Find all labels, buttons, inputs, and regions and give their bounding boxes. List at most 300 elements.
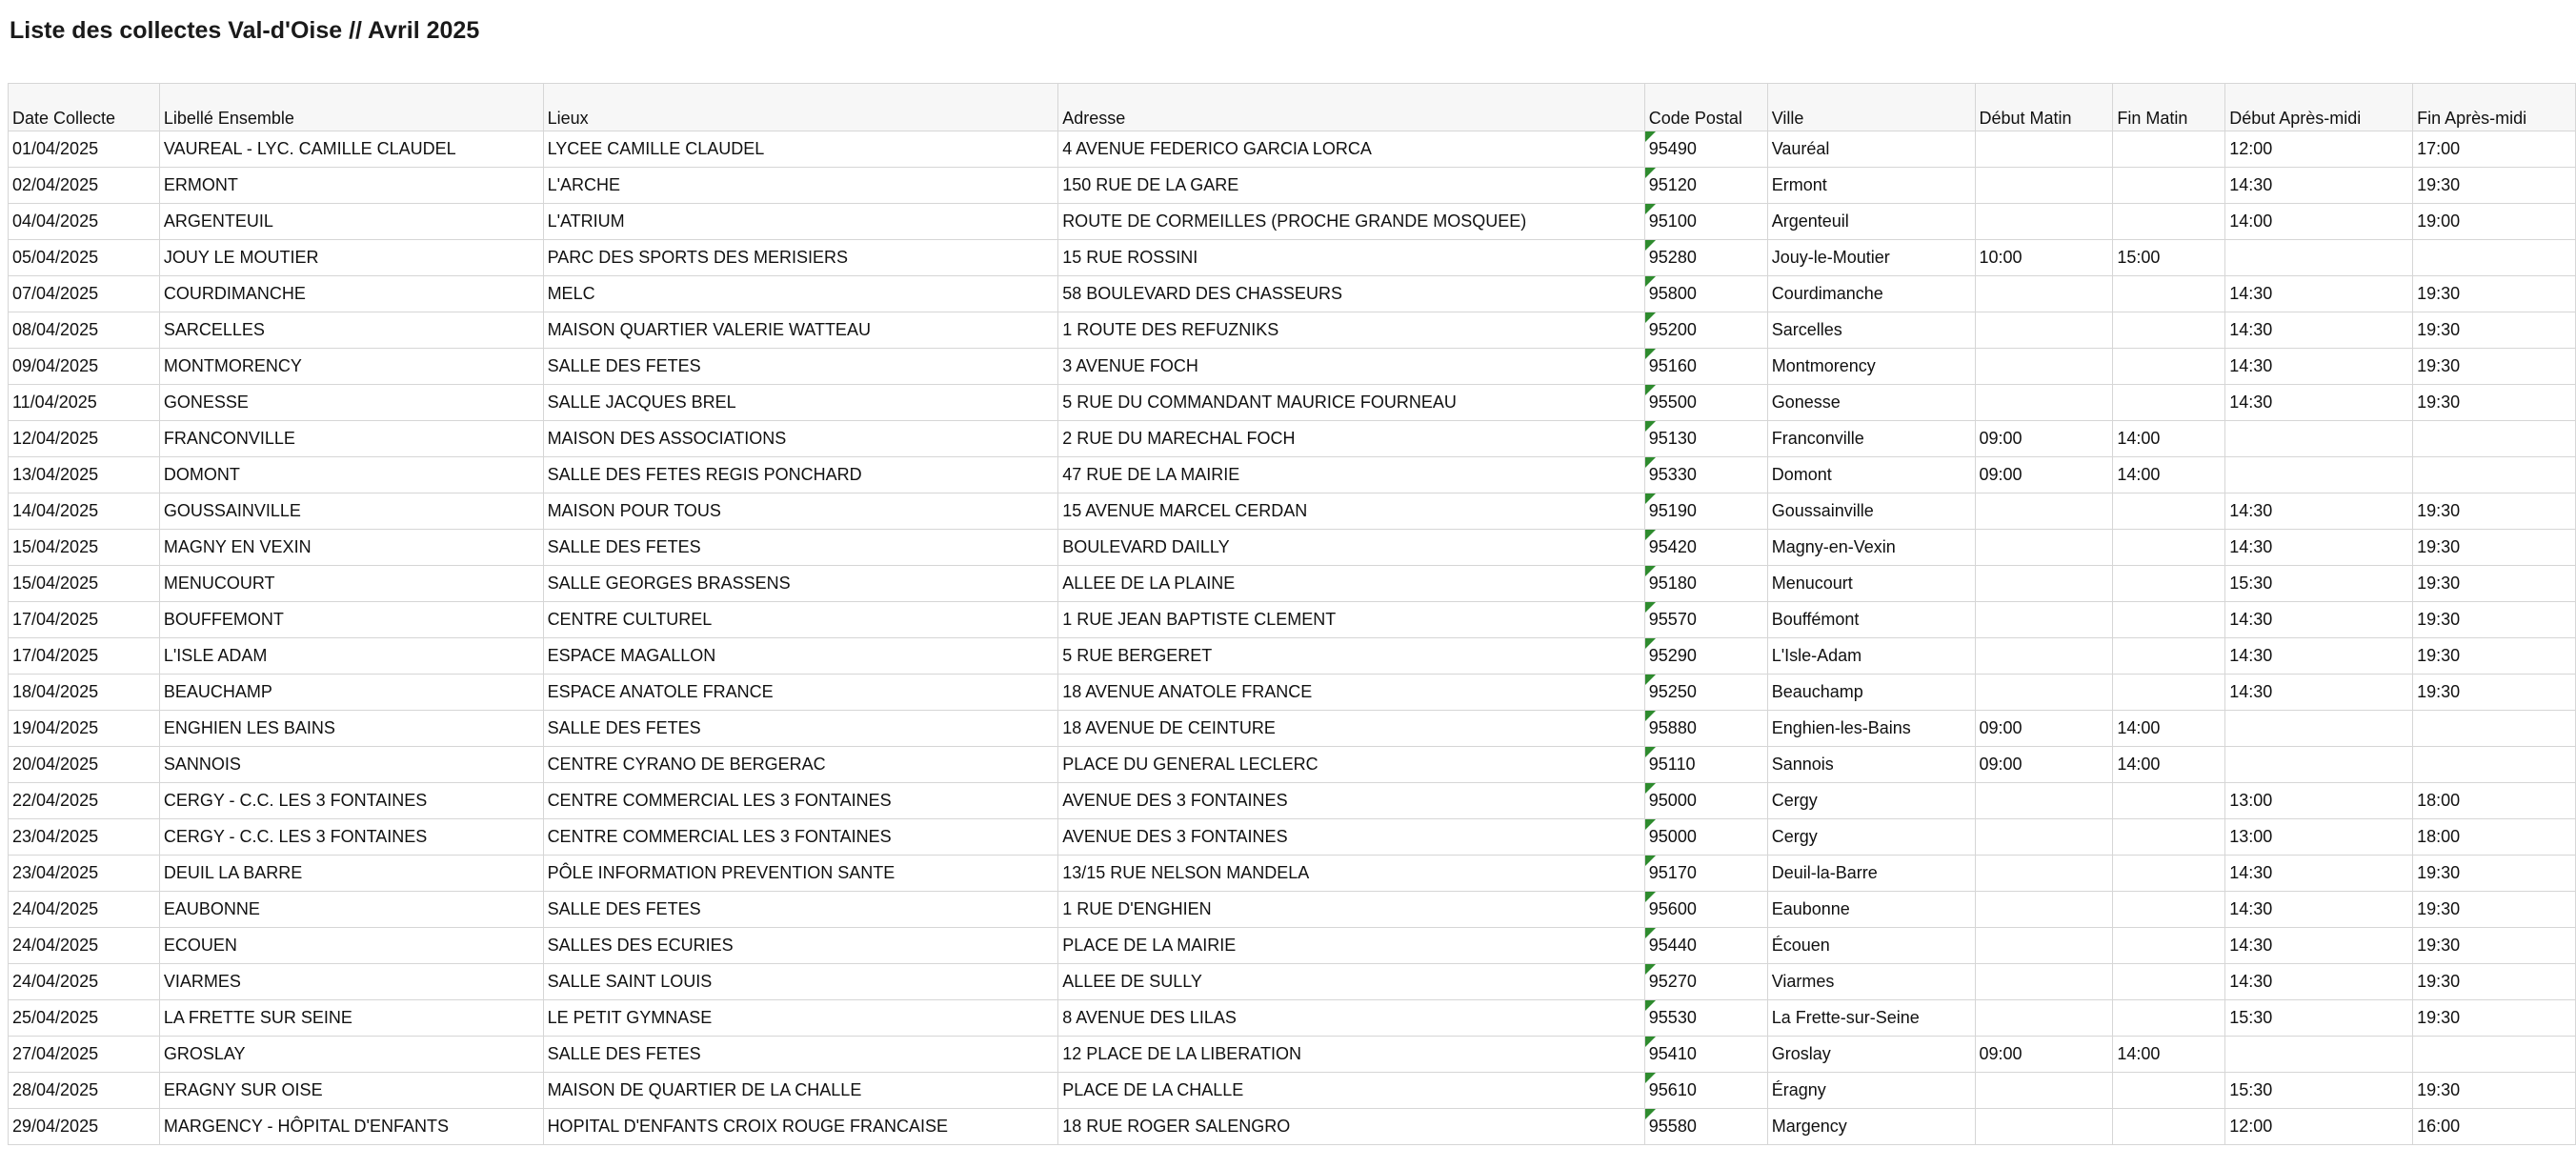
cell-debut-matin [1975, 276, 2113, 312]
cell-fin-matin [2113, 856, 2225, 892]
column-header-ville: Ville [1767, 84, 1975, 131]
cell-date: 05/04/2025 [9, 240, 160, 276]
cell-debut-matin [1975, 385, 2113, 421]
column-header-date: Date Collecte [9, 84, 160, 131]
table-row [9, 457, 2576, 493]
cell-adresse: 150 RUE DE LA GARE [1058, 168, 1645, 204]
cell-code-postal: 95530 [1644, 1000, 1767, 1037]
cell-code-postal: 95000 [1644, 783, 1767, 819]
cell-date: 15/04/2025 [9, 566, 160, 602]
cell-code-postal: 95410 [1644, 1037, 1767, 1073]
table-row [9, 675, 2576, 711]
cell-date: 24/04/2025 [9, 928, 160, 964]
cell-debut-matin [1975, 204, 2113, 240]
cell-ville: La Frette-sur-Seine [1767, 1000, 1975, 1037]
cell-debut-matin [1975, 675, 2113, 711]
cell-lieux: SALLE DES FETES [543, 349, 1058, 385]
cell-debut-matin [1975, 892, 2113, 928]
cell-libelle: MENUCOURT [159, 566, 543, 602]
cell-debut-matin: 09:00 [1975, 747, 2113, 783]
cell-libelle: JOUY LE MOUTIER [159, 240, 543, 276]
cell-adresse: 47 RUE DE LA MAIRIE [1058, 457, 1645, 493]
cell-code-postal: 95290 [1644, 638, 1767, 675]
cell-debut-apres-midi: 13:00 [2225, 783, 2413, 819]
cell-debut-matin [1975, 819, 2113, 856]
table-row [9, 1073, 2576, 1109]
cell-ville: Enghien-les-Bains [1767, 711, 1975, 747]
cell-debut-matin [1975, 1000, 2113, 1037]
cell-code-postal: 95160 [1644, 349, 1767, 385]
cell-lieux: SALLE SAINT LOUIS [543, 964, 1058, 1000]
cell-ville: Montmorency [1767, 349, 1975, 385]
cell-lieux: ESPACE ANATOLE FRANCE [543, 675, 1058, 711]
cell-debut-apres-midi: 14:30 [2225, 638, 2413, 675]
cell-debut-apres-midi: 14:00 [2225, 204, 2413, 240]
cell-date: 24/04/2025 [9, 964, 160, 1000]
cell-debut-apres-midi: 12:00 [2225, 1109, 2413, 1145]
cell-date: 09/04/2025 [9, 349, 160, 385]
table-row [9, 856, 2576, 892]
cell-fin-apres-midi [2413, 711, 2576, 747]
cell-adresse: 2 RUE DU MARECHAL FOCH [1058, 421, 1645, 457]
cell-libelle: BOUFFEMONT [159, 602, 543, 638]
cell-fin-matin [2113, 493, 2225, 530]
cell-adresse: 3 AVENUE FOCH [1058, 349, 1645, 385]
table-row [9, 928, 2576, 964]
cell-date: 25/04/2025 [9, 1000, 160, 1037]
cell-debut-apres-midi: 14:30 [2225, 856, 2413, 892]
cell-ville: Cergy [1767, 819, 1975, 856]
cell-adresse: ROUTE DE CORMEILLES (PROCHE GRANDE MOSQUEE) [1058, 204, 1645, 240]
cell-lieux: PÔLE INFORMATION PREVENTION SANTE [543, 856, 1058, 892]
cell-debut-apres-midi [2225, 457, 2413, 493]
cell-debut-matin: 09:00 [1975, 1037, 2113, 1073]
cell-libelle: COURDIMANCHE [159, 276, 543, 312]
cell-fin-apres-midi: 19:30 [2413, 602, 2576, 638]
cell-libelle: CERGY - C.C. LES 3 FONTAINES [159, 819, 543, 856]
cell-debut-apres-midi [2225, 711, 2413, 747]
cell-lieux: SALLES DES ECURIES [543, 928, 1058, 964]
cell-libelle: BEAUCHAMP [159, 675, 543, 711]
cell-fin-apres-midi: 19:30 [2413, 385, 2576, 421]
cell-date: 08/04/2025 [9, 312, 160, 349]
cell-fin-matin [2113, 602, 2225, 638]
cell-ville: Goussainville [1767, 493, 1975, 530]
cell-ville: Courdimanche [1767, 276, 1975, 312]
cell-fin-matin: 14:00 [2113, 457, 2225, 493]
cell-libelle: DEUIL LA BARRE [159, 856, 543, 892]
cell-debut-apres-midi [2225, 747, 2413, 783]
cell-fin-matin [2113, 783, 2225, 819]
cell-ville: Ermont [1767, 168, 1975, 204]
cell-code-postal: 95440 [1644, 928, 1767, 964]
cell-fin-apres-midi: 19:30 [2413, 892, 2576, 928]
cell-fin-apres-midi: 19:30 [2413, 276, 2576, 312]
table-row [9, 1037, 2576, 1073]
table-row [9, 421, 2576, 457]
cell-fin-matin [2113, 349, 2225, 385]
cell-code-postal: 95420 [1644, 530, 1767, 566]
cell-adresse: 18 AVENUE DE CEINTURE [1058, 711, 1645, 747]
cell-ville: Sannois [1767, 747, 1975, 783]
cell-code-postal: 95190 [1644, 493, 1767, 530]
cell-date: 13/04/2025 [9, 457, 160, 493]
cell-ville: Bouffémont [1767, 602, 1975, 638]
cell-date: 19/04/2025 [9, 711, 160, 747]
cell-libelle: ERAGNY SUR OISE [159, 1073, 543, 1109]
cell-lieux: CENTRE CULTUREL [543, 602, 1058, 638]
cell-ville: Cergy [1767, 783, 1975, 819]
cell-ville: Franconville [1767, 421, 1975, 457]
table-row [9, 602, 2576, 638]
cell-ville: Beauchamp [1767, 675, 1975, 711]
cell-ville: Domont [1767, 457, 1975, 493]
cell-fin-apres-midi: 19:30 [2413, 638, 2576, 675]
cell-fin-matin: 15:00 [2113, 240, 2225, 276]
cell-lieux: SALLE JACQUES BREL [543, 385, 1058, 421]
cell-fin-matin [2113, 312, 2225, 349]
table-row [9, 493, 2576, 530]
cell-debut-matin [1975, 602, 2113, 638]
cell-date: 07/04/2025 [9, 276, 160, 312]
cell-debut-apres-midi: 14:30 [2225, 276, 2413, 312]
cell-debut-matin [1975, 493, 2113, 530]
cell-libelle: GONESSE [159, 385, 543, 421]
cell-libelle: SARCELLES [159, 312, 543, 349]
cell-fin-matin [2113, 819, 2225, 856]
cell-adresse: 15 AVENUE MARCEL CERDAN [1058, 493, 1645, 530]
cell-lieux: MAISON POUR TOUS [543, 493, 1058, 530]
cell-fin-apres-midi: 17:00 [2413, 131, 2576, 168]
table-row [9, 1109, 2576, 1145]
cell-code-postal: 95500 [1644, 385, 1767, 421]
cell-code-postal: 95120 [1644, 168, 1767, 204]
column-header-fin-apres-midi: Fin Après-midi [2413, 84, 2576, 131]
cell-date: 28/04/2025 [9, 1073, 160, 1109]
cell-fin-apres-midi: 19:30 [2413, 349, 2576, 385]
cell-debut-matin: 09:00 [1975, 457, 2113, 493]
cell-debut-apres-midi: 15:30 [2225, 566, 2413, 602]
cell-lieux: SALLE GEORGES BRASSENS [543, 566, 1058, 602]
cell-ville: Viarmes [1767, 964, 1975, 1000]
cell-adresse: 5 RUE DU COMMANDANT MAURICE FOURNEAU [1058, 385, 1645, 421]
page-title: Liste des collectes Val-d'Oise // Avril 2025 [10, 17, 480, 44]
cell-ville: Argenteuil [1767, 204, 1975, 240]
table-row [9, 747, 2576, 783]
cell-libelle: ERMONT [159, 168, 543, 204]
table-row [9, 783, 2576, 819]
cell-fin-apres-midi: 18:00 [2413, 783, 2576, 819]
cell-code-postal: 95610 [1644, 1073, 1767, 1109]
cell-fin-matin [2113, 675, 2225, 711]
cell-date: 04/04/2025 [9, 204, 160, 240]
table-row [9, 566, 2576, 602]
cell-date: 20/04/2025 [9, 747, 160, 783]
cell-ville: Vauréal [1767, 131, 1975, 168]
cell-debut-apres-midi: 14:30 [2225, 493, 2413, 530]
cell-fin-apres-midi: 19:30 [2413, 675, 2576, 711]
column-header-debut-matin: Début Matin [1975, 84, 2113, 131]
cell-fin-matin [2113, 638, 2225, 675]
cell-libelle: MONTMORENCY [159, 349, 543, 385]
cell-debut-matin [1975, 783, 2113, 819]
cell-debut-matin [1975, 168, 2113, 204]
cell-debut-matin [1975, 566, 2113, 602]
cell-fin-apres-midi: 19:30 [2413, 1000, 2576, 1037]
cell-date: 17/04/2025 [9, 638, 160, 675]
cell-lieux: SALLE DES FETES [543, 892, 1058, 928]
cell-adresse: PLACE DE LA MAIRIE [1058, 928, 1645, 964]
cell-debut-matin: 09:00 [1975, 421, 2113, 457]
cell-lieux: CENTRE CYRANO DE BERGERAC [543, 747, 1058, 783]
cell-code-postal: 95110 [1644, 747, 1767, 783]
cell-code-postal: 95270 [1644, 964, 1767, 1000]
cell-libelle: GROSLAY [159, 1037, 543, 1073]
column-header-lieux: Lieux [543, 84, 1058, 131]
cell-debut-apres-midi: 14:30 [2225, 385, 2413, 421]
cell-date: 02/04/2025 [9, 168, 160, 204]
cell-debut-matin [1975, 131, 2113, 168]
cell-adresse: 5 RUE BERGERET [1058, 638, 1645, 675]
cell-ville: Sarcelles [1767, 312, 1975, 349]
cell-ville: L'Isle-Adam [1767, 638, 1975, 675]
cell-debut-apres-midi [2225, 421, 2413, 457]
cell-libelle: ENGHIEN LES BAINS [159, 711, 543, 747]
cell-adresse: 58 BOULEVARD DES CHASSEURS [1058, 276, 1645, 312]
cell-libelle: DOMONT [159, 457, 543, 493]
cell-debut-apres-midi: 14:30 [2225, 964, 2413, 1000]
cell-debut-apres-midi: 14:30 [2225, 168, 2413, 204]
cell-lieux: ESPACE MAGALLON [543, 638, 1058, 675]
cell-ville: Éragny [1767, 1073, 1975, 1109]
cell-libelle: GOUSSAINVILLE [159, 493, 543, 530]
cell-date: 23/04/2025 [9, 856, 160, 892]
cell-lieux: MELC [543, 276, 1058, 312]
cell-libelle: ECOUEN [159, 928, 543, 964]
cell-debut-matin: 10:00 [1975, 240, 2113, 276]
cell-fin-apres-midi: 19:30 [2413, 566, 2576, 602]
cell-fin-apres-midi: 19:30 [2413, 493, 2576, 530]
cell-fin-matin [2113, 1000, 2225, 1037]
cell-fin-apres-midi: 19:30 [2413, 530, 2576, 566]
column-header-fin-matin: Fin Matin [2113, 84, 2225, 131]
cell-fin-matin [2113, 276, 2225, 312]
cell-code-postal: 95280 [1644, 240, 1767, 276]
cell-code-postal: 95200 [1644, 312, 1767, 349]
cell-debut-apres-midi: 14:30 [2225, 602, 2413, 638]
cell-lieux: PARC DES SPORTS DES MERISIERS [543, 240, 1058, 276]
cell-fin-matin: 14:00 [2113, 711, 2225, 747]
table-row [9, 892, 2576, 928]
cell-debut-apres-midi: 14:30 [2225, 928, 2413, 964]
cell-date: 01/04/2025 [9, 131, 160, 168]
cell-lieux: LE PETIT GYMNASE [543, 1000, 1058, 1037]
cell-code-postal: 95490 [1644, 131, 1767, 168]
cell-debut-apres-midi: 14:30 [2225, 892, 2413, 928]
cell-ville: Menucourt [1767, 566, 1975, 602]
cell-fin-matin [2113, 1073, 2225, 1109]
cell-debut-matin [1975, 1109, 2113, 1145]
cell-adresse: 1 RUE JEAN BAPTISTE CLEMENT [1058, 602, 1645, 638]
cell-code-postal: 95000 [1644, 819, 1767, 856]
table-row [9, 385, 2576, 421]
cell-lieux: MAISON QUARTIER VALERIE WATTEAU [543, 312, 1058, 349]
cell-libelle: VAUREAL - LYC. CAMILLE CLAUDEL [159, 131, 543, 168]
cell-adresse: ALLEE DE SULLY [1058, 964, 1645, 1000]
cell-libelle: ARGENTEUIL [159, 204, 543, 240]
cell-lieux: SALLE DES FETES REGIS PONCHARD [543, 457, 1058, 493]
cell-debut-matin: 09:00 [1975, 711, 2113, 747]
cell-debut-matin [1975, 349, 2113, 385]
cell-ville: Deuil-la-Barre [1767, 856, 1975, 892]
column-header-debut-apres-midi: Début Après-midi [2225, 84, 2413, 131]
cell-date: 23/04/2025 [9, 819, 160, 856]
cell-fin-apres-midi [2413, 747, 2576, 783]
cell-fin-matin [2113, 168, 2225, 204]
cell-debut-apres-midi [2225, 240, 2413, 276]
cell-fin-matin [2113, 204, 2225, 240]
table-row [9, 276, 2576, 312]
table-row [9, 964, 2576, 1000]
cell-fin-matin [2113, 385, 2225, 421]
cell-lieux: LYCEE CAMILLE CLAUDEL [543, 131, 1058, 168]
cell-adresse: 4 AVENUE FEDERICO GARCIA LORCA [1058, 131, 1645, 168]
cell-adresse: PLACE DU GENERAL LECLERC [1058, 747, 1645, 783]
cell-code-postal: 95330 [1644, 457, 1767, 493]
cell-date: 11/04/2025 [9, 385, 160, 421]
table-row [9, 530, 2576, 566]
cell-adresse: AVENUE DES 3 FONTAINES [1058, 819, 1645, 856]
cell-lieux: L'ATRIUM [543, 204, 1058, 240]
cell-code-postal: 95100 [1644, 204, 1767, 240]
cell-adresse: 12 PLACE DE LA LIBERATION [1058, 1037, 1645, 1073]
cell-code-postal: 95250 [1644, 675, 1767, 711]
cell-debut-apres-midi: 15:30 [2225, 1000, 2413, 1037]
cell-adresse: BOULEVARD DAILLY [1058, 530, 1645, 566]
cell-debut-apres-midi: 12:00 [2225, 131, 2413, 168]
cell-lieux: SALLE DES FETES [543, 530, 1058, 566]
cell-fin-apres-midi: 19:30 [2413, 964, 2576, 1000]
cell-ville: Gonesse [1767, 385, 1975, 421]
cell-lieux: HOPITAL D'ENFANTS CROIX ROUGE FRANCAISE [543, 1109, 1058, 1145]
cell-fin-apres-midi [2413, 1037, 2576, 1073]
column-header-adresse: Adresse [1058, 84, 1645, 131]
cell-debut-apres-midi [2225, 1037, 2413, 1073]
cell-code-postal: 95570 [1644, 602, 1767, 638]
column-header-code-postal: Code Postal [1644, 84, 1767, 131]
table-row [9, 711, 2576, 747]
cell-debut-matin [1975, 312, 2113, 349]
cell-fin-apres-midi: 19:30 [2413, 168, 2576, 204]
cell-ville: Margency [1767, 1109, 1975, 1145]
cell-fin-apres-midi: 19:00 [2413, 204, 2576, 240]
cell-debut-matin [1975, 928, 2113, 964]
cell-fin-apres-midi: 19:30 [2413, 856, 2576, 892]
cell-ville: Jouy-le-Moutier [1767, 240, 1975, 276]
cell-fin-apres-midi [2413, 421, 2576, 457]
cell-code-postal: 95580 [1644, 1109, 1767, 1145]
cell-libelle: L'ISLE ADAM [159, 638, 543, 675]
cell-code-postal: 95180 [1644, 566, 1767, 602]
cell-ville: Magny-en-Vexin [1767, 530, 1975, 566]
cell-adresse: 18 RUE ROGER SALENGRO [1058, 1109, 1645, 1145]
table-row [9, 240, 2576, 276]
table-row [9, 638, 2576, 675]
table-body [9, 131, 2576, 1145]
cell-lieux: MAISON DE QUARTIER DE LA CHALLE [543, 1073, 1058, 1109]
cell-adresse: 18 AVENUE ANATOLE FRANCE [1058, 675, 1645, 711]
cell-debut-apres-midi: 14:30 [2225, 349, 2413, 385]
cell-fin-matin [2113, 530, 2225, 566]
cell-fin-matin [2113, 892, 2225, 928]
cell-adresse: 8 AVENUE DES LILAS [1058, 1000, 1645, 1037]
cell-debut-matin [1975, 964, 2113, 1000]
cell-adresse: AVENUE DES 3 FONTAINES [1058, 783, 1645, 819]
cell-date: 15/04/2025 [9, 530, 160, 566]
table-row [9, 204, 2576, 240]
cell-fin-matin [2113, 131, 2225, 168]
cell-code-postal: 95880 [1644, 711, 1767, 747]
collections-table [8, 83, 2576, 1145]
cell-fin-apres-midi: 19:30 [2413, 312, 2576, 349]
cell-fin-matin [2113, 928, 2225, 964]
cell-libelle: FRANCONVILLE [159, 421, 543, 457]
cell-libelle: CERGY - C.C. LES 3 FONTAINES [159, 783, 543, 819]
cell-fin-matin: 14:00 [2113, 747, 2225, 783]
column-header-libelle: Libellé Ensemble [159, 84, 543, 131]
cell-adresse: 15 RUE ROSSINI [1058, 240, 1645, 276]
cell-fin-apres-midi: 16:00 [2413, 1109, 2576, 1145]
cell-lieux: CENTRE COMMERCIAL LES 3 FONTAINES [543, 783, 1058, 819]
cell-fin-apres-midi: 19:30 [2413, 928, 2576, 964]
header-row [9, 84, 2576, 131]
cell-debut-matin [1975, 638, 2113, 675]
cell-fin-apres-midi: 19:30 [2413, 1073, 2576, 1109]
cell-libelle: MARGENCY - HÔPITAL D'ENFANTS [159, 1109, 543, 1145]
cell-adresse: 1 RUE D'ENGHIEN [1058, 892, 1645, 928]
cell-adresse: ALLEE DE LA PLAINE [1058, 566, 1645, 602]
cell-debut-apres-midi: 14:30 [2225, 312, 2413, 349]
table-row [9, 349, 2576, 385]
cell-code-postal: 95600 [1644, 892, 1767, 928]
cell-debut-apres-midi: 13:00 [2225, 819, 2413, 856]
table-row [9, 819, 2576, 856]
cell-lieux: SALLE DES FETES [543, 711, 1058, 747]
table-row [9, 1000, 2576, 1037]
table-row [9, 131, 2576, 168]
cell-adresse: 1 ROUTE DES REFUZNIKS [1058, 312, 1645, 349]
cell-libelle: SANNOIS [159, 747, 543, 783]
cell-fin-matin [2113, 566, 2225, 602]
cell-fin-matin [2113, 1109, 2225, 1145]
cell-lieux: L'ARCHE [543, 168, 1058, 204]
cell-lieux: MAISON DES ASSOCIATIONS [543, 421, 1058, 457]
cell-fin-apres-midi [2413, 240, 2576, 276]
cell-date: 14/04/2025 [9, 493, 160, 530]
cell-code-postal: 95170 [1644, 856, 1767, 892]
table-row [9, 312, 2576, 349]
cell-debut-apres-midi: 14:30 [2225, 675, 2413, 711]
cell-date: 24/04/2025 [9, 892, 160, 928]
cell-code-postal: 95800 [1644, 276, 1767, 312]
cell-lieux: CENTRE COMMERCIAL LES 3 FONTAINES [543, 819, 1058, 856]
cell-date: 18/04/2025 [9, 675, 160, 711]
cell-libelle: VIARMES [159, 964, 543, 1000]
cell-ville: Eaubonne [1767, 892, 1975, 928]
cell-fin-matin: 14:00 [2113, 421, 2225, 457]
cell-code-postal: 95130 [1644, 421, 1767, 457]
cell-libelle: MAGNY EN VEXIN [159, 530, 543, 566]
